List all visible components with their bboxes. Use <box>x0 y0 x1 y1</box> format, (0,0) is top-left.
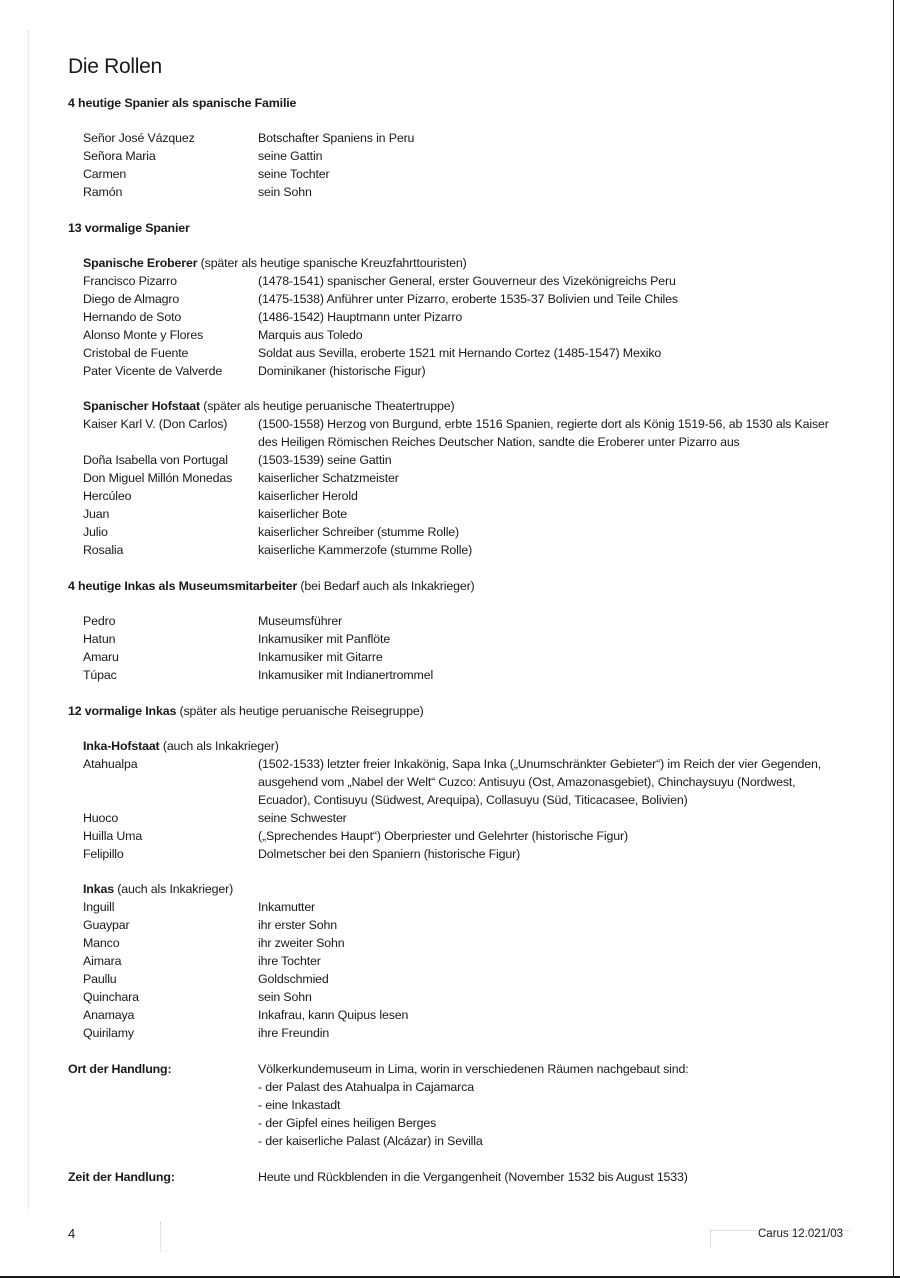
role-name: Hatun <box>83 632 116 646</box>
role-group <box>68 612 848 684</box>
place-of-action <box>68 1060 848 1150</box>
role-section <box>68 94 848 201</box>
role-row <box>83 666 848 684</box>
role-row <box>83 326 848 344</box>
role-description: ihre Tochter <box>258 954 321 968</box>
page-edge-left <box>28 30 29 1210</box>
role-name: Juan <box>83 507 110 521</box>
role-description: kaiserlicher Bote <box>258 507 348 521</box>
role-row <box>83 809 848 827</box>
group-title-note: (auch als Inkakrieger) <box>113 882 234 896</box>
group-title <box>83 254 848 272</box>
role-row <box>83 1024 848 1042</box>
role-name: Felipillo <box>83 847 124 861</box>
section-title-text: 13 vormalige Spanier <box>68 221 190 235</box>
role-name: Kaiser Karl V. (Don Carlos) <box>83 417 228 431</box>
role-name: Quirilamy <box>83 1026 134 1040</box>
group-title <box>83 397 848 415</box>
role-name: Doña Isabella von Portugal <box>83 453 228 467</box>
role-description: seine Tochter <box>258 167 330 181</box>
role-row <box>83 970 848 988</box>
role-row <box>83 630 848 648</box>
time-line: Heute und Rückblenden in die Vergangenheit (November 1532 bis August 1533) <box>258 1170 688 1184</box>
role-row <box>83 487 848 505</box>
role-description: (1475-1538) Anführer unter Pizarro, eroberte 1535-37 Bolivien und Teile Chiles <box>258 292 678 306</box>
role-description: Soldat aus Sevilla, eroberte 1521 mit Hernando Cortez (1485-1547) Mexiko <box>258 346 662 360</box>
role-description: Inkamusiker mit Gitarre <box>258 650 383 664</box>
role-row <box>83 308 848 326</box>
footer-mark <box>710 1230 712 1248</box>
role-group <box>68 737 848 863</box>
role-name: Aimara <box>83 954 122 968</box>
role-name: Ramón <box>83 185 123 199</box>
section-title <box>68 702 848 720</box>
role-name: Cristobal de Fuente <box>83 346 189 360</box>
role-row <box>83 952 848 970</box>
role-group <box>68 880 848 1042</box>
role-name: Señor José Vázquez <box>83 131 195 145</box>
role-row <box>83 523 848 541</box>
role-row <box>83 612 848 630</box>
role-row <box>83 415 848 451</box>
role-group <box>68 254 848 380</box>
group-title-note: (später als heutige spanische Kreuzfahrttouristen) <box>197 256 467 270</box>
role-description: Botschafter Spaniens in Peru <box>258 131 415 145</box>
role-description: Museumsführer <box>258 614 343 628</box>
section-title-note: (bei Bedarf auch als Inkakrieger) <box>297 579 475 593</box>
role-section <box>68 702 848 1042</box>
role-name: Hercúleo <box>83 489 132 503</box>
role-name: Francisco Pizarro <box>83 274 177 288</box>
role-description: kaiserlicher Schreiber (stumme Rolle) <box>258 525 460 539</box>
place-line: - der Palast des Atahualpa in Cajamarca <box>258 1080 474 1094</box>
role-name: Rosalia <box>83 543 124 557</box>
role-row <box>83 129 848 147</box>
role-description: Inkafrau, kann Quipus lesen <box>258 1008 409 1022</box>
role-row <box>83 183 848 201</box>
section-title-text: 4 heutige Inkas als Museumsmitarbeiter <box>68 579 298 593</box>
role-name: Pedro <box>83 614 116 628</box>
role-description: kaiserliche Kammerzofe (stumme Rolle) <box>258 543 473 557</box>
group-title-note: (später als heutige peruanische Theatertruppe) <box>199 399 455 413</box>
role-row <box>83 916 848 934</box>
role-name: Túpac <box>83 668 117 682</box>
place-line: - der kaiserliche Palast (Alcázar) in Sevilla <box>258 1134 483 1148</box>
role-name: Alonso Monte y Flores <box>83 328 204 342</box>
role-description: kaiserlicher Schatzmeister <box>258 471 399 485</box>
role-description: sein Sohn <box>258 990 312 1004</box>
place-line: - der Gipfel eines heiligen Berges <box>258 1116 437 1130</box>
role-row <box>83 469 848 487</box>
role-description: ihr zweiter Sohn <box>258 936 345 950</box>
role-name: Carmen <box>83 167 127 181</box>
role-name: Amaru <box>83 650 119 664</box>
role-description: Marquis aus Toledo <box>258 328 363 342</box>
group-title-text: Spanische Eroberer <box>83 256 198 270</box>
role-row <box>83 290 848 308</box>
role-row <box>83 1006 848 1024</box>
footer-mark <box>160 1222 162 1252</box>
role-name: Pater Vicente de Valverde <box>83 364 223 378</box>
role-row <box>83 541 848 559</box>
role-description: ihr erster Sohn <box>258 918 338 932</box>
page-number: 4 <box>68 1226 76 1241</box>
document-body <box>68 54 848 1204</box>
page-edge-right <box>893 0 894 1278</box>
section-title <box>68 219 848 237</box>
section-title-text: 12 vormalige Inkas <box>68 704 177 718</box>
role-row <box>83 755 848 809</box>
role-group <box>68 397 848 559</box>
role-description: (1478-1541) spanischer General, erster Gouverneur des Vizekönigreichs Peru <box>258 274 676 288</box>
role-description: sein Sohn <box>258 185 312 199</box>
role-description: Goldschmied <box>258 972 329 986</box>
place-label: Ort der Handlung: <box>68 1062 172 1076</box>
role-description: Dolmetscher bei den Spaniern (historische Figur) <box>258 847 521 861</box>
role-name: Huilla Uma <box>83 829 143 843</box>
role-name: Guaypar <box>83 918 130 932</box>
group-title <box>83 880 848 898</box>
role-sections <box>68 94 848 1042</box>
role-row <box>83 451 848 469</box>
role-description: Dominikaner (historische Figur) <box>258 364 426 378</box>
role-row <box>83 165 848 183</box>
role-row <box>83 827 848 845</box>
role-name: Julio <box>83 525 108 539</box>
role-name: Don Miguel Millón Monedas <box>83 471 233 485</box>
role-name: Diego de Almagro <box>83 292 180 306</box>
role-description: ihre Freundin <box>258 1026 330 1040</box>
role-group <box>68 129 848 201</box>
role-row <box>83 845 848 863</box>
group-title <box>83 737 848 755</box>
role-description: Inkamusiker mit Indianertrommel <box>258 668 434 682</box>
role-description: seine Schwester <box>258 811 347 825</box>
role-row <box>83 505 848 523</box>
role-name: Hernando de Soto <box>83 310 182 324</box>
role-name: Manco <box>83 936 120 950</box>
place-lines <box>258 1060 848 1150</box>
role-description: (1503-1539) seine Gattin <box>258 453 392 467</box>
role-name: Paullu <box>83 972 117 986</box>
role-name: Quinchara <box>83 990 139 1004</box>
role-row <box>83 272 848 290</box>
section-title-text: 4 heutige Spanier als spanische Familie <box>68 96 297 110</box>
group-title-text: Inka-Hofstaat <box>83 739 160 753</box>
place-line: Völkerkundemuseum in Lima, worin in verschiedenen Räumen nachgebaut sind: <box>258 1062 689 1076</box>
catalog-number: Carus 12.021/03 <box>758 1228 844 1240</box>
page-title: Die Rollen <box>68 55 162 78</box>
place-line: - eine Inkastadt <box>258 1098 341 1112</box>
role-name: Atahualpa <box>83 757 138 771</box>
time-lines <box>258 1168 848 1186</box>
role-description: Inkamusiker mit Panflöte <box>258 632 391 646</box>
group-title-text: Spanischer Hofstaat <box>83 399 200 413</box>
role-row <box>83 362 848 380</box>
role-name: Huoco <box>83 811 119 825</box>
role-description: („Sprechendes Haupt“) Oberpriester und Gelehrter (historische Figur) <box>258 829 628 843</box>
role-name: Señora Maria <box>83 149 156 163</box>
section-title <box>68 577 848 595</box>
section-title <box>68 94 848 112</box>
role-description: Inkamutter <box>258 900 316 914</box>
role-description: (1486-1542) Hauptmann unter Pizarro <box>258 310 463 324</box>
role-section <box>68 219 848 559</box>
role-description: kaiserlicher Herold <box>258 489 358 503</box>
role-description: seine Gattin <box>258 149 323 163</box>
role-row <box>83 344 848 362</box>
section-title-note: (später als heutige peruanische Reisegruppe) <box>176 704 424 718</box>
role-row <box>83 648 848 666</box>
time-label: Zeit der Handlung: <box>68 1170 175 1184</box>
group-title-text: Inkas <box>83 882 114 896</box>
time-of-action <box>68 1168 848 1186</box>
role-row <box>83 898 848 916</box>
role-description: (1502-1533) letzter freier Inkakönig, Sapa Inka („Unumschränkter Gebieter“) im Reich der vier Gegenden, ausgehend vom „Nabel der Welt“ Cuzco: Antisuyu (Ost, Amazonasgebiet), Chinchaysuyu (Nordwest, Ecuador), Contisuyu (Südwest, Arequipa), Collasuyu (Süd, Titicacasee, Bolivien) <box>258 757 822 807</box>
role-name: Inguill <box>83 900 115 914</box>
role-row <box>83 934 848 952</box>
role-section <box>68 577 848 684</box>
role-row <box>83 147 848 165</box>
group-title-note: (auch als Inkakrieger) <box>159 739 279 753</box>
role-name: Anamaya <box>83 1008 135 1022</box>
role-description: (1500-1558) Herzog von Burgund, erbte 1516 Spanien, regierte dort als König 1519-56, ab 1530 als Kaiser des Heiligen Römischen Reiches Deutscher Nation, sandte die Eroberer unter Pizarro aus <box>258 417 829 449</box>
role-row <box>83 988 848 1006</box>
